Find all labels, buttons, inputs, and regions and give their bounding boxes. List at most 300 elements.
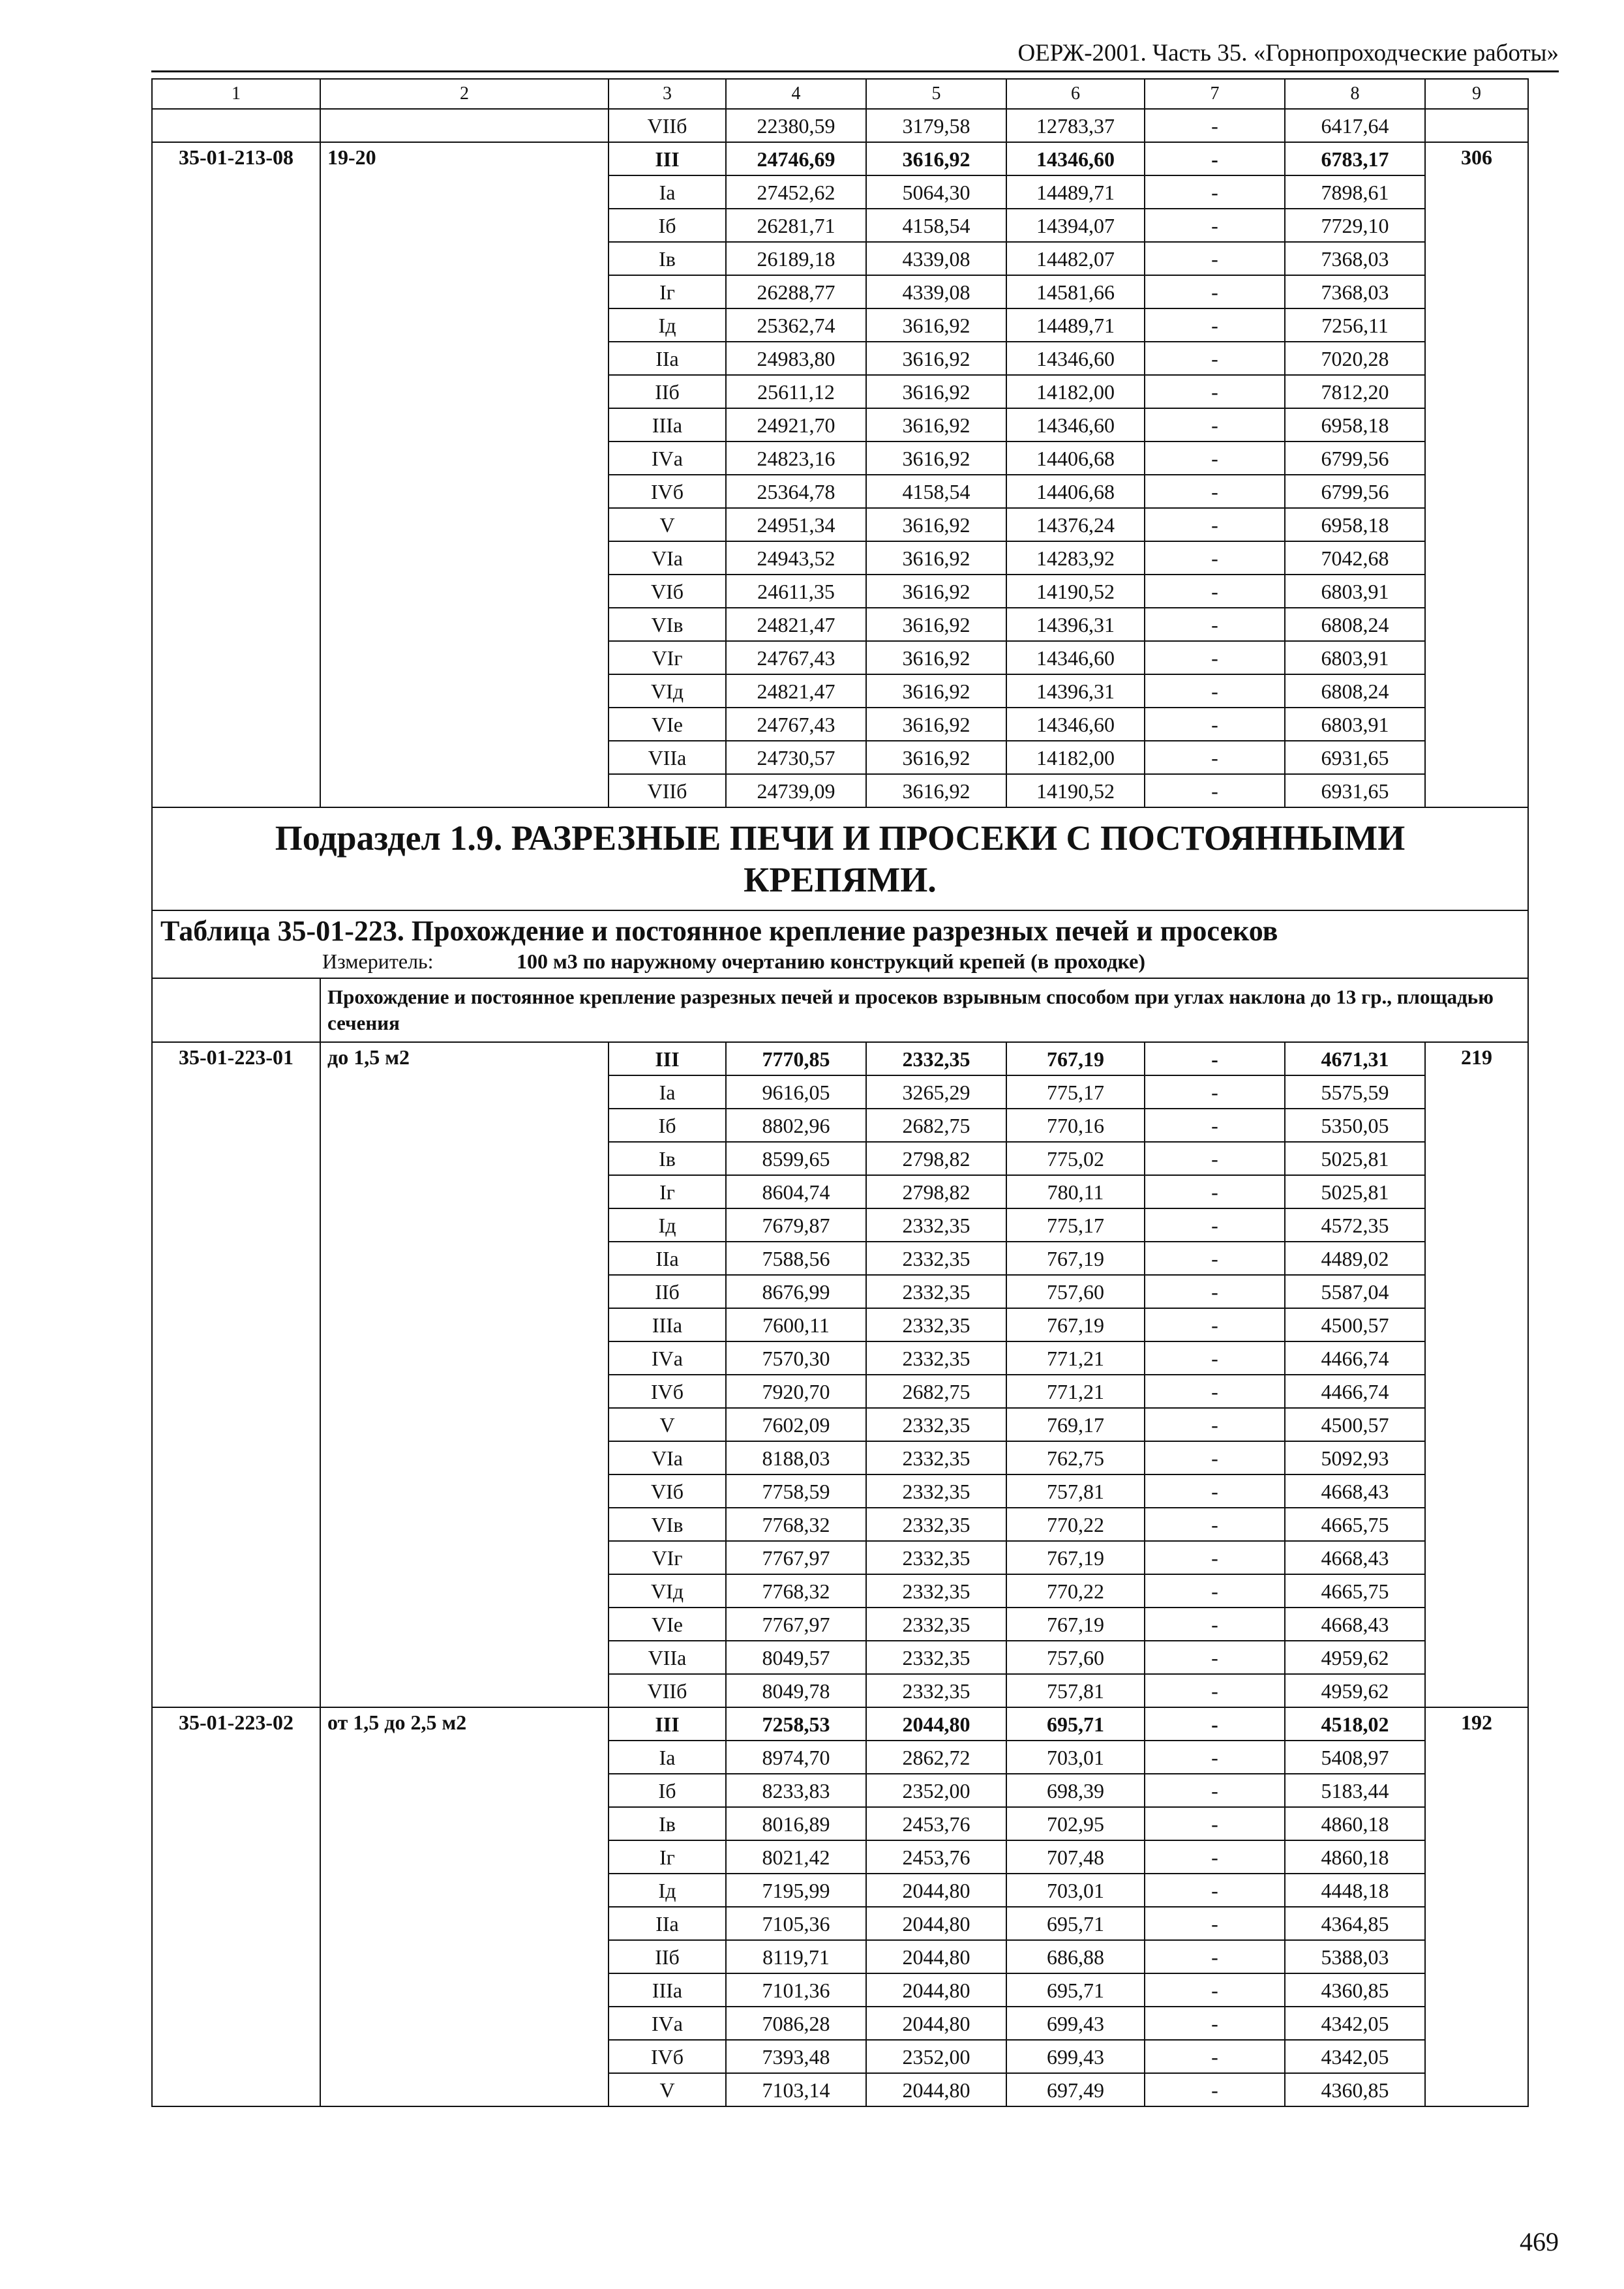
rate-code-cell: 35-01-223-01 [152,1042,320,1707]
direct-cost-cell: 24921,70 [726,408,866,441]
zone-cell: VIа [609,1441,726,1474]
zone-cell: VIд [609,1574,726,1608]
zone-cell: VIIб [609,1674,726,1707]
driver-wage-cell: - [1145,109,1285,142]
labor-cost-cell: 2332,35 [866,1408,1006,1441]
driver-wage-cell: - [1145,1973,1285,2007]
zone-cell: IVб [609,1375,726,1408]
zone-cell: VIе [609,1608,726,1641]
materials-cost-cell: 5025,81 [1285,1142,1425,1175]
materials-cost-cell: 4665,75 [1285,1574,1425,1608]
labor-cost-cell: 4158,54 [866,209,1006,242]
table-row [152,1042,1528,1075]
labor-cost-cell: 2044,80 [866,1874,1006,1907]
machine-cost-cell: 775,17 [1006,1208,1145,1242]
direct-cost-cell: 7602,09 [726,1408,866,1441]
zone-cell: IIа [609,342,726,375]
driver-wage-cell: - [1145,741,1285,774]
table-description: Прохождение и постоянное крепление разрезных печей и просеков взрывным способом при углах наклона до 13 гр., площадью сечения [320,978,1528,1042]
materials-cost-cell: 4860,18 [1285,1840,1425,1874]
labor-cost-cell: 3616,92 [866,408,1006,441]
driver-wage-cell: - [1145,1042,1285,1075]
driver-wage-cell: - [1145,1707,1285,1741]
materials-cost-cell: 4518,02 [1285,1707,1425,1741]
labor-total-cell: 192 [1425,1707,1528,2106]
labor-cost-cell: 3616,92 [866,608,1006,641]
direct-cost-cell: 7101,36 [726,1973,866,2007]
direct-cost-cell: 24823,16 [726,441,866,475]
machine-cost-cell: 14394,07 [1006,209,1145,242]
machine-cost-cell: 14346,60 [1006,142,1145,175]
driver-wage-cell: - [1145,1541,1285,1574]
materials-cost-cell: 6783,17 [1285,142,1425,175]
materials-cost-cell: 4360,85 [1285,2073,1425,2106]
materials-cost-cell: 4959,62 [1285,1641,1425,1674]
direct-cost-cell: 7768,32 [726,1574,866,1608]
materials-cost-cell: 4500,57 [1285,1408,1425,1441]
machine-cost-cell: 14190,52 [1006,774,1145,807]
labor-cost-cell: 2332,35 [866,1474,1006,1508]
direct-cost-cell: 24943,52 [726,541,866,575]
column-number-row [152,79,1528,109]
machine-cost-cell: 697,49 [1006,2073,1145,2106]
driver-wage-cell: - [1145,1109,1285,1142]
driver-wage-cell: - [1145,575,1285,608]
zone-cell: VIб [609,1474,726,1508]
machine-cost-cell: 757,81 [1006,1474,1145,1508]
materials-cost-cell: 4959,62 [1285,1674,1425,1707]
driver-wage-cell: - [1145,1142,1285,1175]
driver-wage-cell: - [1145,142,1285,175]
labor-total-cell: 306 [1425,142,1528,807]
materials-cost-cell: 4360,85 [1285,1973,1425,2007]
machine-cost-cell: 14190,52 [1006,575,1145,608]
labor-cost-cell: 2332,35 [866,1208,1006,1242]
driver-wage-cell: - [1145,175,1285,209]
driver-wage-cell: - [1145,1341,1285,1375]
column-number: 8 [1285,79,1425,109]
column-number: 7 [1145,79,1285,109]
driver-wage-cell: - [1145,1874,1285,1907]
materials-cost-cell: 4466,74 [1285,1341,1425,1375]
machine-cost-cell: 767,19 [1006,1242,1145,1275]
materials-cost-cell: 5025,81 [1285,1175,1425,1208]
direct-cost-cell: 24739,09 [726,774,866,807]
materials-cost-cell: 4489,02 [1285,1242,1425,1275]
machine-cost-cell: 767,19 [1006,1042,1145,1075]
labor-cost-cell: 3616,92 [866,308,1006,342]
direct-cost-cell: 7103,14 [726,2073,866,2106]
labor-cost-cell: 2332,35 [866,1541,1006,1574]
materials-cost-cell: 7042,68 [1285,541,1425,575]
units-label: Измеритель: [322,950,434,973]
labor-cost-cell: 3616,92 [866,674,1006,708]
machine-cost-cell: 14376,24 [1006,508,1145,541]
direct-cost-cell: 8049,57 [726,1641,866,1674]
direct-cost-cell: 7258,53 [726,1707,866,1741]
machine-cost-cell: 14346,60 [1006,408,1145,441]
direct-cost-cell: 25362,74 [726,308,866,342]
labor-cost-cell: 2332,35 [866,1242,1006,1275]
direct-cost-cell: 27452,62 [726,175,866,209]
materials-cost-cell: 4448,18 [1285,1874,1425,1907]
driver-wage-cell: - [1145,1940,1285,1973]
zone-cell: Iд [609,1208,726,1242]
materials-cost-cell: 6931,65 [1285,741,1425,774]
direct-cost-cell: 24767,43 [726,708,866,741]
labor-cost-cell: 3616,92 [866,774,1006,807]
materials-cost-cell: 7020,28 [1285,342,1425,375]
driver-wage-cell: - [1145,275,1285,308]
machine-cost-cell: 695,71 [1006,1907,1145,1940]
zone-cell: III [609,1707,726,1741]
driver-wage-cell: - [1145,1741,1285,1774]
zone-cell: Iа [609,1741,726,1774]
direct-cost-cell: 7588,56 [726,1242,866,1275]
machine-cost-cell: 703,01 [1006,1874,1145,1907]
direct-cost-cell: 9616,05 [726,1075,866,1109]
zone-cell: IVа [609,441,726,475]
machine-cost-cell: 14346,60 [1006,641,1145,674]
driver-wage-cell: - [1145,2073,1285,2106]
direct-cost-cell: 24983,80 [726,342,866,375]
machine-cost-cell: 769,17 [1006,1408,1145,1441]
materials-cost-cell: 4466,74 [1285,1375,1425,1408]
machine-cost-cell: 14482,07 [1006,242,1145,275]
machine-cost-cell: 767,19 [1006,1308,1145,1341]
header-rule [151,70,1559,72]
driver-wage-cell: - [1145,1408,1285,1441]
labor-cost-cell: 2798,82 [866,1142,1006,1175]
driver-wage-cell: - [1145,1508,1285,1541]
rate-code-cell [152,109,320,142]
driver-wage-cell: - [1145,375,1285,408]
driver-wage-cell: - [1145,342,1285,375]
materials-cost-cell: 4342,05 [1285,2040,1425,2073]
zone-cell: IVа [609,1341,726,1375]
zone-cell: Iв [609,1142,726,1175]
machine-cost-cell: 775,17 [1006,1075,1145,1109]
labor-cost-cell: 2352,00 [866,2040,1006,2073]
zone-cell: IIIа [609,408,726,441]
driver-wage-cell: - [1145,408,1285,441]
materials-cost-cell: 4572,35 [1285,1208,1425,1242]
machine-cost-cell: 14283,92 [1006,541,1145,575]
materials-cost-cell: 6799,56 [1285,475,1425,508]
zone-cell: Iг [609,275,726,308]
driver-wage-cell: - [1145,774,1285,807]
labor-cost-cell: 3616,92 [866,741,1006,774]
driver-wage-cell: - [1145,1375,1285,1408]
materials-cost-cell: 4665,75 [1285,1508,1425,1541]
labor-cost-cell: 3265,29 [866,1075,1006,1109]
materials-cost-cell: 4500,57 [1285,1308,1425,1341]
labor-cost-cell: 2352,00 [866,1774,1006,1807]
page-number: 469 [1520,2227,1559,2256]
condition-cell: до 1,5 м2 [320,1042,609,1707]
machine-cost-cell: 771,21 [1006,1375,1145,1408]
condition-cell: от 1,5 до 2,5 м2 [320,1707,609,2106]
column-number: 5 [866,79,1006,109]
materials-cost-cell: 6808,24 [1285,674,1425,708]
labor-cost-cell: 3616,92 [866,441,1006,475]
driver-wage-cell: - [1145,1308,1285,1341]
direct-cost-cell: 7767,97 [726,1608,866,1641]
driver-wage-cell: - [1145,1441,1285,1474]
direct-cost-cell: 8119,71 [726,1940,866,1973]
rate-code-cell: 35-01-223-02 [152,1707,320,2106]
zone-cell: III [609,142,726,175]
driver-wage-cell: - [1145,1242,1285,1275]
zone-cell: IIб [609,1940,726,1973]
zone-cell: IVа [609,2007,726,2040]
machine-cost-cell: 762,75 [1006,1441,1145,1474]
zone-cell: VIв [609,608,726,641]
materials-cost-cell: 6803,91 [1285,708,1425,741]
materials-cost-cell: 4860,18 [1285,1807,1425,1840]
driver-wage-cell: - [1145,1275,1285,1308]
zone-cell: Iв [609,1807,726,1840]
machine-cost-cell: 14489,71 [1006,175,1145,209]
labor-cost-cell: 3616,92 [866,641,1006,674]
machine-cost-cell: 695,71 [1006,1973,1145,2007]
labor-cost-cell: 2332,35 [866,1275,1006,1308]
machine-cost-cell: 14406,68 [1006,475,1145,508]
driver-wage-cell: - [1145,1641,1285,1674]
column-number: 3 [609,79,726,109]
labor-cost-cell: 3616,92 [866,142,1006,175]
rates-table [151,78,1529,2107]
column-number: 2 [320,79,609,109]
direct-cost-cell: 25364,78 [726,475,866,508]
direct-cost-cell: 7768,32 [726,1508,866,1541]
driver-wage-cell: - [1145,242,1285,275]
labor-total-cell [1425,109,1528,142]
zone-cell: Iд [609,1874,726,1907]
zone-cell: IIа [609,1242,726,1275]
materials-cost-cell: 4668,43 [1285,1608,1425,1641]
materials-cost-cell: 4342,05 [1285,2007,1425,2040]
table-row [152,109,1528,142]
machine-cost-cell: 780,11 [1006,1175,1145,1208]
materials-cost-cell: 6803,91 [1285,575,1425,608]
zone-cell: VIа [609,541,726,575]
direct-cost-cell: 8233,83 [726,1774,866,1807]
driver-wage-cell: - [1145,1674,1285,1707]
condition-cell: 19-20 [320,142,609,807]
machine-cost-cell: 770,22 [1006,1574,1145,1608]
driver-wage-cell: - [1145,475,1285,508]
labor-cost-cell: 2332,35 [866,1042,1006,1075]
zone-cell: V [609,508,726,541]
materials-cost-cell: 5183,44 [1285,1774,1425,1807]
zone-cell: Iг [609,1840,726,1874]
materials-cost-cell: 4364,85 [1285,1907,1425,1940]
driver-wage-cell: - [1145,508,1285,541]
direct-cost-cell: 7600,11 [726,1308,866,1341]
zone-cell: Iг [609,1175,726,1208]
driver-wage-cell: - [1145,608,1285,641]
materials-cost-cell: 6799,56 [1285,441,1425,475]
materials-cost-cell: 4668,43 [1285,1541,1425,1574]
subsection-title: Подраздел 1.9. РАЗРЕЗНЫЕ ПЕЧИ И ПРОСЕКИ С ПОСТОЯННЫМИ КРЕПЯМИ. [152,807,1528,910]
zone-cell: VIг [609,1541,726,1574]
zone-cell: VIIа [609,1641,726,1674]
direct-cost-cell: 7920,70 [726,1375,866,1408]
labor-cost-cell: 3616,92 [866,375,1006,408]
labor-cost-cell: 2044,80 [866,1707,1006,1741]
direct-cost-cell: 26288,77 [726,275,866,308]
driver-wage-cell: - [1145,1208,1285,1242]
materials-cost-cell: 5388,03 [1285,1940,1425,1973]
machine-cost-cell: 14489,71 [1006,308,1145,342]
direct-cost-cell: 24730,57 [726,741,866,774]
labor-cost-cell: 2044,80 [866,1940,1006,1973]
driver-wage-cell: - [1145,1474,1285,1508]
zone-cell: VIIб [609,774,726,807]
labor-cost-cell: 2332,35 [866,1308,1006,1341]
labor-cost-cell: 2332,35 [866,1574,1006,1608]
labor-cost-cell: 3616,92 [866,342,1006,375]
labor-cost-cell: 2798,82 [866,1175,1006,1208]
zone-cell: Iб [609,209,726,242]
direct-cost-cell: 7679,87 [726,1208,866,1242]
labor-cost-cell: 2044,80 [866,1973,1006,2007]
materials-cost-cell: 4671,31 [1285,1042,1425,1075]
driver-wage-cell: - [1145,1608,1285,1641]
labor-cost-cell: 2453,76 [866,1807,1006,1840]
driver-wage-cell: - [1145,441,1285,475]
zone-cell: V [609,2073,726,2106]
zone-cell: IIб [609,1275,726,1308]
labor-cost-cell: 2332,35 [866,1674,1006,1707]
machine-cost-cell: 771,21 [1006,1341,1145,1375]
machine-cost-cell: 775,02 [1006,1142,1145,1175]
labor-cost-cell: 2682,75 [866,1375,1006,1408]
labor-cost-cell: 4339,08 [866,242,1006,275]
zone-cell: VIб [609,575,726,608]
machine-cost-cell: 703,01 [1006,1741,1145,1774]
machine-cost-cell: 707,48 [1006,1840,1145,1874]
driver-wage-cell: - [1145,308,1285,342]
machine-cost-cell: 14406,68 [1006,441,1145,475]
zone-cell: VIIа [609,741,726,774]
zone-cell: IIIа [609,1973,726,2007]
driver-wage-cell: - [1145,1574,1285,1608]
labor-cost-cell: 2332,35 [866,1508,1006,1541]
driver-wage-cell: - [1145,1807,1285,1840]
materials-cost-cell: 5092,93 [1285,1441,1425,1474]
labor-cost-cell: 2332,35 [866,1608,1006,1641]
machine-cost-cell: 699,43 [1006,2007,1145,2040]
driver-wage-cell: - [1145,1075,1285,1109]
materials-cost-cell: 5587,04 [1285,1275,1425,1308]
desc-blank-cell [152,978,320,1042]
zone-cell: VIг [609,641,726,674]
zone-cell: V [609,1408,726,1441]
column-number: 4 [726,79,866,109]
direct-cost-cell: 8049,78 [726,1674,866,1707]
running-head: ОЕРЖ-2001. Часть 35. «Горнопроходческие работы» [1017,40,1559,67]
machine-cost-cell: 14182,00 [1006,741,1145,774]
column-number: 6 [1006,79,1145,109]
machine-cost-cell: 770,22 [1006,1508,1145,1541]
materials-cost-cell: 7812,20 [1285,375,1425,408]
machine-cost-cell: 14182,00 [1006,375,1145,408]
labor-cost-cell: 2332,35 [866,1641,1006,1674]
driver-wage-cell: - [1145,674,1285,708]
zone-cell: IVб [609,2040,726,2073]
direct-cost-cell: 8604,74 [726,1175,866,1208]
materials-cost-cell: 5350,05 [1285,1109,1425,1142]
machine-cost-cell: 698,39 [1006,1774,1145,1807]
direct-cost-cell: 7770,85 [726,1042,866,1075]
labor-cost-cell: 2044,80 [866,1907,1006,1940]
direct-cost-cell: 26189,18 [726,242,866,275]
zone-cell: VIIб [609,109,726,142]
driver-wage-cell: - [1145,1840,1285,1874]
zone-cell: Iа [609,175,726,209]
direct-cost-cell: 7105,36 [726,1907,866,1940]
direct-cost-cell: 7393,48 [726,2040,866,2073]
condition-cell [320,109,609,142]
zone-cell: IIа [609,1907,726,1940]
units-value: 100 м3 по наружному очертанию конструкций крепей (в проходке) [517,950,1146,973]
direct-cost-cell: 7086,28 [726,2007,866,2040]
labor-cost-cell: 2044,80 [866,2073,1006,2106]
driver-wage-cell: - [1145,2007,1285,2040]
zone-cell: IVб [609,475,726,508]
zone-cell: VIв [609,1508,726,1541]
materials-cost-cell: 6417,64 [1285,109,1425,142]
machine-cost-cell: 14396,31 [1006,608,1145,641]
driver-wage-cell: - [1145,708,1285,741]
zone-cell: VIд [609,674,726,708]
labor-cost-cell: 3616,92 [866,508,1006,541]
machine-cost-cell: 767,19 [1006,1608,1145,1641]
direct-cost-cell: 7195,99 [726,1874,866,1907]
machine-cost-cell: 12783,37 [1006,109,1145,142]
labor-cost-cell: 3616,92 [866,708,1006,741]
machine-cost-cell: 702,95 [1006,1807,1145,1840]
labor-cost-cell: 2332,35 [866,1341,1006,1375]
zone-cell: VIе [609,708,726,741]
labor-cost-cell: 3616,92 [866,541,1006,575]
machine-cost-cell: 770,16 [1006,1109,1145,1142]
labor-cost-cell: 5064,30 [866,175,1006,209]
zone-cell: Iб [609,1774,726,1807]
materials-cost-cell: 6958,18 [1285,408,1425,441]
materials-cost-cell: 6931,65 [1285,774,1425,807]
machine-cost-cell: 699,43 [1006,2040,1145,2073]
machine-cost-cell: 14581,66 [1006,275,1145,308]
direct-cost-cell: 24767,43 [726,641,866,674]
direct-cost-cell: 7570,30 [726,1341,866,1375]
materials-cost-cell: 6803,91 [1285,641,1425,674]
labor-cost-cell: 4158,54 [866,475,1006,508]
materials-cost-cell: 7368,03 [1285,275,1425,308]
labor-cost-cell: 4339,08 [866,275,1006,308]
direct-cost-cell: 8676,99 [726,1275,866,1308]
machine-cost-cell: 695,71 [1006,1707,1145,1741]
direct-cost-cell: 8599,65 [726,1142,866,1175]
driver-wage-cell: - [1145,209,1285,242]
direct-cost-cell: 22380,59 [726,109,866,142]
machine-cost-cell: 767,19 [1006,1541,1145,1574]
direct-cost-cell: 24746,69 [726,142,866,175]
driver-wage-cell: - [1145,1907,1285,1940]
machine-cost-cell: 14346,60 [1006,342,1145,375]
